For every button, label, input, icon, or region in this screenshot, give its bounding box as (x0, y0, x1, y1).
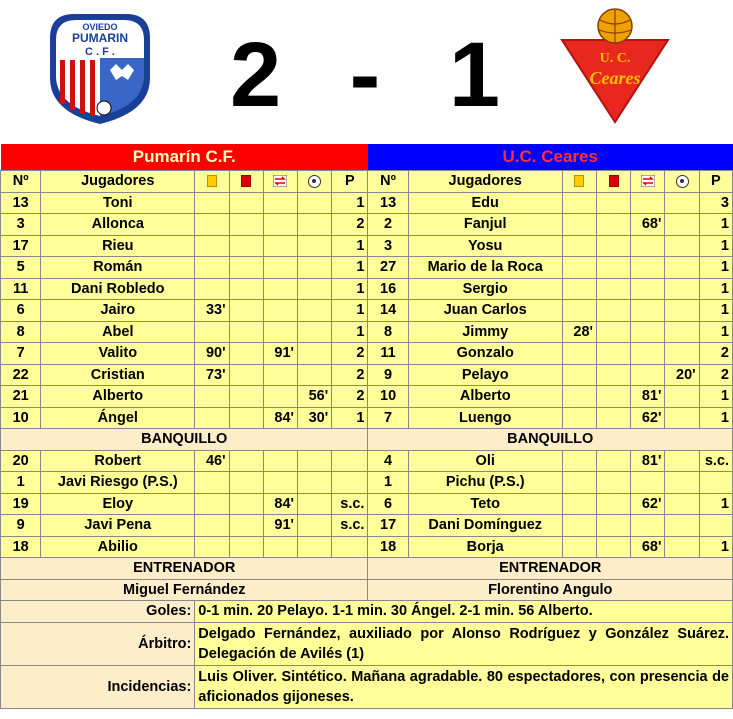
away-player-name: Sergio (408, 278, 562, 300)
yellow-card-header (562, 171, 596, 193)
away-bench-label: BANQUILLO (368, 429, 733, 451)
match-info-row (1, 665, 733, 708)
away-player-name: Luengo (408, 407, 562, 429)
substitution-icon (641, 175, 655, 187)
away-player-rating: 1 (699, 257, 732, 279)
away-player-name: Dani Domínguez (408, 515, 562, 537)
home-goal-minute (297, 515, 331, 537)
p-header: P (332, 171, 368, 193)
home-player-rating: 1 (332, 257, 368, 279)
away-yellow-card-minute (562, 192, 596, 214)
home-player-number: 6 (1, 300, 41, 322)
away-goal-minute (665, 192, 699, 214)
home-yellow-card-minute: 33' (195, 300, 229, 322)
home-yellow-card-minute (195, 407, 229, 429)
home-red-card-minute (229, 235, 263, 257)
home-substitution-minute (263, 278, 297, 300)
num-header: Nº (1, 171, 41, 193)
away-substitution-minute (631, 257, 665, 279)
away-player-name: Pelayo (408, 364, 562, 386)
goal-header (297, 171, 331, 193)
svg-text:Ceares: Ceares (589, 68, 641, 88)
away-player-rating: 1 (699, 300, 732, 322)
ball-icon (676, 175, 689, 188)
home-substitution-minute (263, 472, 297, 494)
away-goal-minute (665, 257, 699, 279)
away-goal-minute (665, 343, 699, 365)
home-yellow-card-minute (195, 321, 229, 343)
ball-icon (308, 175, 321, 188)
home-red-card-minute (229, 300, 263, 322)
home-red-card-minute (229, 278, 263, 300)
away-player-rating: 2 (699, 343, 732, 365)
away-player-rating: 1 (699, 214, 732, 236)
away-goal-minute (665, 493, 699, 515)
away-player-number: 18 (368, 536, 408, 558)
home-player-rating: s.c. (332, 493, 368, 515)
home-player-number: 13 (1, 192, 41, 214)
away-player-name: Jimmy (408, 321, 562, 343)
home-substitution-minute: 91' (263, 515, 297, 537)
home-player-rating: 2 (332, 343, 368, 365)
home-yellow-card-minute (195, 536, 229, 558)
home-red-card-minute (229, 450, 263, 472)
away-red-card-minute (596, 386, 630, 408)
home-red-card-minute (229, 364, 263, 386)
away-coach-name: Florentino Angulo (368, 579, 733, 601)
away-yellow-card-minute: 28' (562, 321, 596, 343)
away-red-card-minute (596, 536, 630, 558)
away-red-card-minute (596, 257, 630, 279)
home-player-name: Robert (41, 450, 195, 472)
away-player-name: Fanjul (408, 214, 562, 236)
table-row (1, 407, 733, 429)
svg-text:PUMARIN: PUMARIN (72, 31, 128, 45)
away-player-name: Gonzalo (408, 343, 562, 365)
away-red-card-minute (596, 343, 630, 365)
home-player-number: 17 (1, 235, 41, 257)
away-yellow-card-minute (562, 407, 596, 429)
home-player-number: 22 (1, 364, 41, 386)
home-player-rating: 1 (332, 235, 368, 257)
table-row (1, 192, 733, 214)
away-player-rating: 1 (699, 386, 732, 408)
pumarin-crest-logo (44, 8, 156, 126)
away-player-number: 13 (368, 192, 408, 214)
home-player-name: Dani Robledo (41, 278, 195, 300)
table-row (1, 278, 733, 300)
away-yellow-card-minute (562, 364, 596, 386)
home-player-number: 5 (1, 257, 41, 279)
away-player-name: Borja (408, 536, 562, 558)
home-yellow-card-minute (195, 235, 229, 257)
away-red-card-minute (596, 192, 630, 214)
away-player-number: 4 (368, 450, 408, 472)
away-player-name: Edu (408, 192, 562, 214)
match-info-row (1, 601, 733, 623)
away-player-name: Juan Carlos (408, 300, 562, 322)
home-player-rating: 2 (332, 214, 368, 236)
home-goal-minute (297, 300, 331, 322)
away-player-name: Pichu (P.S.) (408, 472, 562, 494)
away-player-number: 7 (368, 407, 408, 429)
away-player-name: Teto (408, 493, 562, 515)
home-substitution-minute (263, 300, 297, 322)
home-goal-minute (297, 321, 331, 343)
away-score: 1 (448, 24, 500, 126)
info-label: Árbitro: (1, 622, 195, 665)
away-coach-label: ENTRENADOR (368, 558, 733, 580)
table-row (1, 536, 733, 558)
home-substitution-minute (263, 386, 297, 408)
info-text: 0-1 min. 20 Pelayo. 1-1 min. 30 Ángel. 2-1 min. 56 Alberto. (195, 601, 733, 623)
away-yellow-card-minute (562, 472, 596, 494)
home-red-card-minute (229, 472, 263, 494)
table-row (1, 515, 733, 537)
home-player-number: 9 (1, 515, 41, 537)
home-goal-minute: 30' (297, 407, 331, 429)
home-yellow-card-minute (195, 493, 229, 515)
away-yellow-card-minute (562, 515, 596, 537)
substitution-header (263, 171, 297, 193)
home-substitution-minute: 84' (263, 407, 297, 429)
red-card-icon (609, 175, 619, 187)
home-yellow-card-minute: 73' (195, 364, 229, 386)
home-goal-minute (297, 257, 331, 279)
home-yellow-card-minute: 46' (195, 450, 229, 472)
away-goal-minute: 20' (665, 364, 699, 386)
away-substitution-minute (631, 364, 665, 386)
away-player-number: 3 (368, 235, 408, 257)
away-player-number: 10 (368, 386, 408, 408)
away-substitution-minute: 81' (631, 386, 665, 408)
home-yellow-card-minute (195, 472, 229, 494)
home-player-name: Toni (41, 192, 195, 214)
home-player-name: Román (41, 257, 195, 279)
match-header (0, 0, 733, 143)
away-yellow-card-minute (562, 278, 596, 300)
away-player-rating: 1 (699, 235, 732, 257)
home-substitution-minute (263, 321, 297, 343)
scoreboard (230, 24, 500, 126)
home-player-name: Alberto (41, 386, 195, 408)
away-player-rating: 2 (699, 364, 732, 386)
away-goal-minute (665, 515, 699, 537)
home-goal-minute (297, 536, 331, 558)
away-substitution-minute: 68' (631, 214, 665, 236)
away-player-name: Mario de la Roca (408, 257, 562, 279)
away-yellow-card-minute (562, 386, 596, 408)
num-header: Nº (368, 171, 408, 193)
info-text: Delgado Fernández, auxiliado por Alonso Rodríguez y González Suárez. Delegación de Avilés (1) (195, 622, 733, 665)
svg-text:U. C.: U. C. (599, 51, 631, 66)
home-player-name: Valito (41, 343, 195, 365)
coach-row (1, 558, 733, 580)
away-substitution-minute (631, 515, 665, 537)
home-player-number: 18 (1, 536, 41, 558)
home-player-rating: 2 (332, 364, 368, 386)
coach-names-row (1, 579, 733, 601)
home-player-rating: 1 (332, 321, 368, 343)
players-header: Jugadores (41, 171, 195, 193)
home-red-card-minute (229, 192, 263, 214)
home-score: 2 (230, 24, 282, 126)
svg-text:C . F .: C . F . (85, 46, 115, 58)
home-player-name: Jairo (41, 300, 195, 322)
info-label: Goles: (1, 601, 195, 623)
away-red-card-minute (596, 472, 630, 494)
home-player-rating (332, 536, 368, 558)
table-row (1, 343, 733, 365)
home-substitution-minute (263, 214, 297, 236)
away-substitution-minute (631, 300, 665, 322)
red-card-icon (241, 175, 251, 187)
home-player-rating: 1 (332, 300, 368, 322)
away-red-card-minute (596, 278, 630, 300)
away-player-rating: 1 (699, 321, 732, 343)
away-goal-minute (665, 450, 699, 472)
score-separator: - (349, 24, 381, 126)
away-player-number: 1 (368, 472, 408, 494)
table-row (1, 300, 733, 322)
away-player-number: 2 (368, 214, 408, 236)
away-red-card-minute (596, 364, 630, 386)
team-names-row (1, 144, 733, 171)
away-player-number: 9 (368, 364, 408, 386)
home-yellow-card-minute (195, 192, 229, 214)
away-yellow-card-minute (562, 450, 596, 472)
away-substitution-minute (631, 321, 665, 343)
away-goal-minute (665, 235, 699, 257)
away-player-number: 8 (368, 321, 408, 343)
home-substitution-minute (263, 192, 297, 214)
home-player-number: 10 (1, 407, 41, 429)
away-player-rating: s.c. (699, 450, 732, 472)
away-yellow-card-minute (562, 300, 596, 322)
away-substitution-minute (631, 278, 665, 300)
away-goal-minute (665, 214, 699, 236)
away-substitution-minute: 62' (631, 493, 665, 515)
away-player-rating: 1 (699, 278, 732, 300)
table-row (1, 364, 733, 386)
away-substitution-minute (631, 343, 665, 365)
home-goal-minute (297, 493, 331, 515)
home-yellow-card-minute (195, 386, 229, 408)
away-red-card-minute (596, 407, 630, 429)
away-red-card-minute (596, 493, 630, 515)
home-substitution-minute: 84' (263, 493, 297, 515)
away-player-number: 27 (368, 257, 408, 279)
home-player-rating: 1 (332, 192, 368, 214)
home-player-number: 7 (1, 343, 41, 365)
away-yellow-card-minute (562, 235, 596, 257)
home-goal-minute (297, 214, 331, 236)
away-player-number: 11 (368, 343, 408, 365)
yellow-card-icon (207, 175, 217, 187)
table-row (1, 214, 733, 236)
table-row (1, 386, 733, 408)
away-player-number: 17 (368, 515, 408, 537)
away-player-rating: 3 (699, 192, 732, 214)
away-substitution-minute: 81' (631, 450, 665, 472)
yellow-card-icon (574, 175, 584, 187)
away-red-card-minute (596, 515, 630, 537)
away-player-rating: 1 (699, 536, 732, 558)
table-row (1, 472, 733, 494)
away-goal-minute (665, 300, 699, 322)
home-yellow-card-minute: 90' (195, 343, 229, 365)
home-player-number: 19 (1, 493, 41, 515)
home-player-number: 11 (1, 278, 41, 300)
home-player-name: Ángel (41, 407, 195, 429)
away-yellow-card-minute (562, 536, 596, 558)
home-goal-minute (297, 450, 331, 472)
p-header: P (699, 171, 732, 193)
home-yellow-card-minute (195, 515, 229, 537)
away-player-name: Yosu (408, 235, 562, 257)
home-player-name: Abel (41, 321, 195, 343)
away-substitution-minute (631, 472, 665, 494)
home-player-name: Abilio (41, 536, 195, 558)
svg-text:OVIEDO: OVIEDO (82, 22, 118, 32)
yellow-card-header (195, 171, 229, 193)
home-player-name: Rieu (41, 235, 195, 257)
home-player-rating (332, 450, 368, 472)
home-player-number: 8 (1, 321, 41, 343)
away-player-rating (699, 472, 732, 494)
away-yellow-card-minute (562, 343, 596, 365)
home-substitution-minute (263, 364, 297, 386)
home-coach-label: ENTRENADOR (1, 558, 368, 580)
home-player-rating (332, 472, 368, 494)
goal-header (665, 171, 699, 193)
away-goal-minute (665, 536, 699, 558)
home-yellow-card-minute (195, 214, 229, 236)
home-player-number: 20 (1, 450, 41, 472)
away-player-number: 16 (368, 278, 408, 300)
home-player-name: Allonca (41, 214, 195, 236)
away-player-number: 14 (368, 300, 408, 322)
home-substitution-minute (263, 235, 297, 257)
home-red-card-minute (229, 515, 263, 537)
home-red-card-minute (229, 321, 263, 343)
lineups-table (0, 144, 733, 709)
info-label: Incidencias: (1, 665, 195, 708)
players-header: Jugadores (408, 171, 562, 193)
away-player-rating: 1 (699, 407, 732, 429)
ceares-crest-logo (560, 6, 670, 124)
red-card-header (229, 171, 263, 193)
away-yellow-card-minute (562, 493, 596, 515)
away-goal-minute (665, 321, 699, 343)
column-header-row (1, 171, 733, 193)
home-goal-minute (297, 192, 331, 214)
away-player-rating (699, 515, 732, 537)
away-red-card-minute (596, 214, 630, 236)
home-substitution-minute: 91' (263, 343, 297, 365)
home-substitution-minute (263, 257, 297, 279)
away-substitution-minute: 62' (631, 407, 665, 429)
away-goal-minute (665, 386, 699, 408)
home-substitution-minute (263, 450, 297, 472)
away-substitution-minute (631, 192, 665, 214)
home-yellow-card-minute (195, 278, 229, 300)
home-goal-minute (297, 343, 331, 365)
away-red-card-minute (596, 321, 630, 343)
substitution-icon (273, 175, 287, 187)
match-info-row (1, 622, 733, 665)
away-goal-minute (665, 472, 699, 494)
home-player-name: Cristian (41, 364, 195, 386)
home-substitution-minute (263, 536, 297, 558)
away-red-card-minute (596, 235, 630, 257)
away-goal-minute (665, 278, 699, 300)
away-substitution-minute: 68' (631, 536, 665, 558)
home-player-rating: 2 (332, 386, 368, 408)
away-goal-minute (665, 407, 699, 429)
substitution-header (631, 171, 665, 193)
table-row (1, 493, 733, 515)
home-player-number: 3 (1, 214, 41, 236)
away-substitution-minute (631, 235, 665, 257)
home-player-number: 1 (1, 472, 41, 494)
home-red-card-minute (229, 386, 263, 408)
table-row (1, 257, 733, 279)
away-player-name: Oli (408, 450, 562, 472)
away-red-card-minute (596, 300, 630, 322)
home-coach-name: Miguel Fernández (1, 579, 368, 601)
home-team-name: Pumarín C.F. (1, 144, 368, 171)
home-yellow-card-minute (195, 257, 229, 279)
table-row (1, 321, 733, 343)
home-goal-minute: 56' (297, 386, 331, 408)
info-text: Luis Oliver. Sintético. Mañana agradable. 80 espectadores, con presencia de aficionados gijoneses. (195, 665, 733, 708)
home-player-name: Eloy (41, 493, 195, 515)
home-goal-minute (297, 278, 331, 300)
bench-row (1, 429, 733, 451)
home-bench-label: BANQUILLO (1, 429, 368, 451)
away-yellow-card-minute (562, 214, 596, 236)
away-red-card-minute (596, 450, 630, 472)
home-goal-minute (297, 235, 331, 257)
home-player-rating: 1 (332, 278, 368, 300)
home-player-name: Javi Riesgo (P.S.) (41, 472, 195, 494)
home-player-number: 21 (1, 386, 41, 408)
away-player-rating: 1 (699, 493, 732, 515)
away-yellow-card-minute (562, 257, 596, 279)
away-player-number: 6 (368, 493, 408, 515)
home-red-card-minute (229, 407, 263, 429)
home-red-card-minute (229, 536, 263, 558)
table-row (1, 450, 733, 472)
lineups-body (1, 144, 733, 708)
home-red-card-minute (229, 343, 263, 365)
away-team-name: U.C. Ceares (368, 144, 733, 171)
home-red-card-minute (229, 214, 263, 236)
table-row (1, 235, 733, 257)
home-red-card-minute (229, 257, 263, 279)
home-red-card-minute (229, 493, 263, 515)
home-goal-minute (297, 364, 331, 386)
home-player-rating: 1 (332, 407, 368, 429)
home-goal-minute (297, 472, 331, 494)
red-card-header (596, 171, 630, 193)
away-player-name: Alberto (408, 386, 562, 408)
home-player-name: Javi Pena (41, 515, 195, 537)
home-player-rating: s.c. (332, 515, 368, 537)
